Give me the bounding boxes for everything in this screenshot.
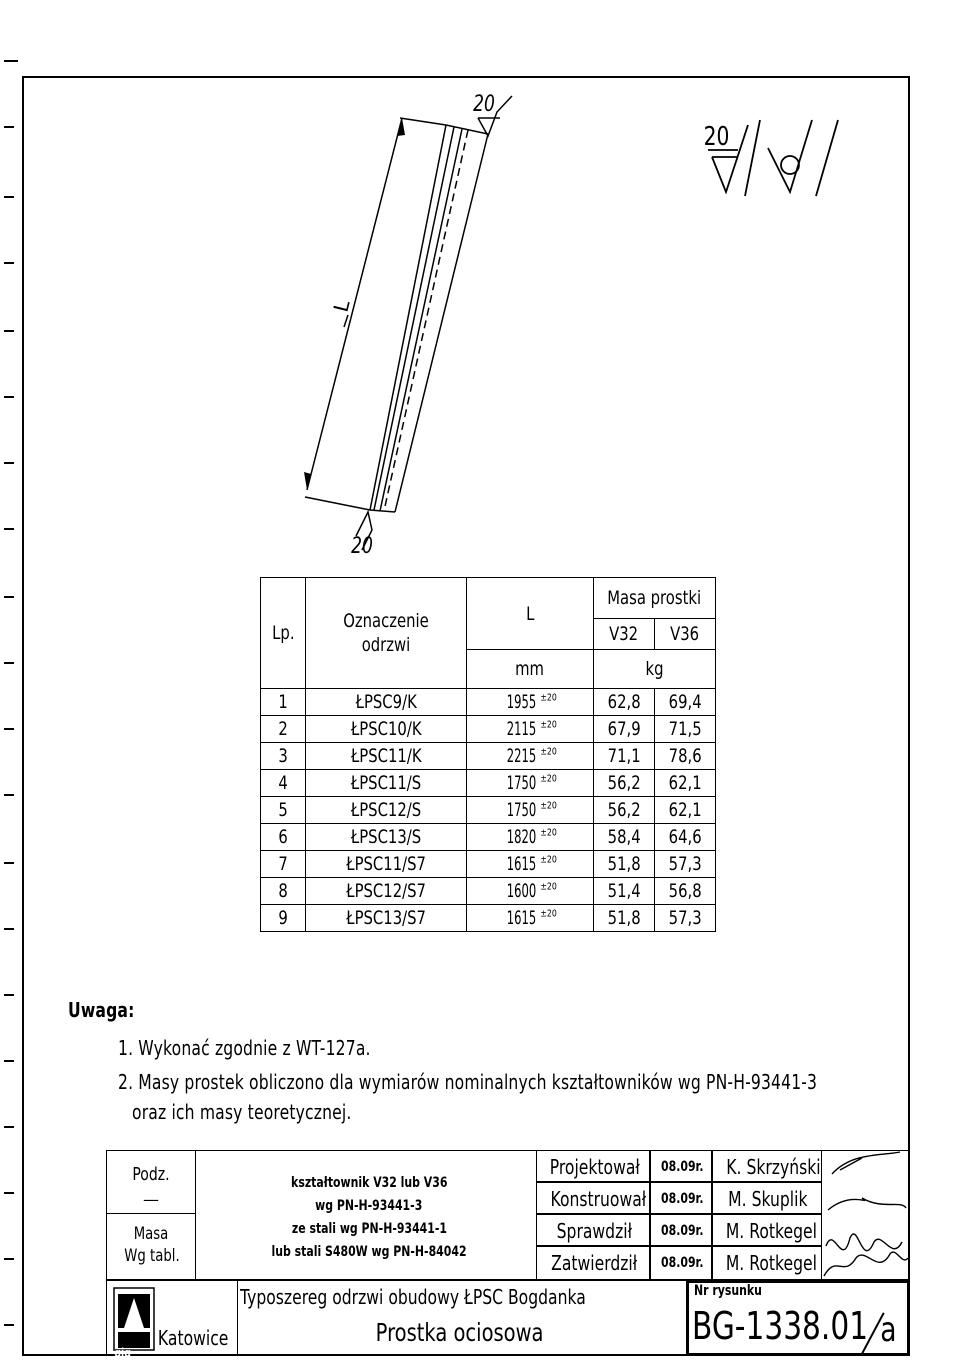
row-l bbox=[503, 880, 557, 902]
role-date: 08.09r. bbox=[660, 1159, 704, 1175]
row-name: ŁPSC11/S bbox=[350, 772, 422, 794]
row-l-tolerance: ±20 bbox=[540, 827, 558, 839]
row-v32: 67,9 bbox=[607, 718, 641, 740]
row-l-value: 1615 bbox=[507, 907, 537, 929]
role-name: M. Rotkegel bbox=[725, 1219, 817, 1243]
header-v32: V32 bbox=[609, 623, 639, 645]
role-date-cell bbox=[650, 1214, 712, 1246]
header-masa: Masa prostki bbox=[607, 587, 702, 609]
row-v32: 51,4 bbox=[607, 880, 641, 902]
row-lp: 6 bbox=[278, 826, 288, 848]
role-name-cell bbox=[712, 1214, 822, 1246]
series-title: Typoszereg odrzwi obudowy ŁPSC Bogdanka bbox=[240, 1285, 586, 1309]
row-name: ŁPSC13/S bbox=[350, 826, 422, 848]
row-name: ŁPSC12/S bbox=[350, 799, 422, 821]
role-role: Konstruował bbox=[550, 1187, 647, 1211]
row-l bbox=[503, 853, 557, 875]
company-logo-icon bbox=[110, 1284, 158, 1354]
row-name: ŁPSC10/K bbox=[350, 718, 422, 740]
row-l bbox=[503, 799, 557, 821]
row-l-value: 2215 bbox=[507, 745, 537, 767]
role-name-cell bbox=[712, 1150, 822, 1182]
table-row bbox=[261, 770, 716, 797]
row-v36: 62,1 bbox=[668, 772, 702, 794]
row-l bbox=[503, 826, 557, 848]
row-v32: 62,8 bbox=[607, 691, 641, 713]
podz-value: — bbox=[143, 1190, 159, 1209]
material-line-2: wg PN-H-93441-3 bbox=[315, 1198, 423, 1214]
row-lp: 5 bbox=[278, 799, 288, 821]
role-role-cell bbox=[536, 1214, 650, 1246]
spec-table bbox=[260, 577, 716, 932]
row-l-value: 2115 bbox=[507, 718, 537, 740]
row-l-value: 1600 bbox=[507, 880, 537, 902]
row-l bbox=[503, 772, 557, 794]
row-l-value: 1615 bbox=[507, 853, 537, 875]
podz-label: Podz. bbox=[132, 1164, 170, 1185]
row-l-tolerance: ±20 bbox=[540, 719, 558, 731]
row-l-value: 1955 bbox=[507, 691, 537, 713]
row-v32: 51,8 bbox=[607, 907, 641, 929]
row-lp: 8 bbox=[278, 880, 288, 902]
table-row bbox=[261, 716, 716, 743]
signatures-image bbox=[822, 1150, 910, 1280]
part-drawing bbox=[0, 0, 960, 600]
drawing-number: BG-1338.01 bbox=[692, 1304, 869, 1348]
row-lp: 9 bbox=[278, 907, 288, 929]
role-date: 08.09r. bbox=[660, 1255, 704, 1271]
table-row bbox=[261, 797, 716, 824]
row-v32: 71,1 bbox=[607, 745, 641, 767]
dimension-label-l: L bbox=[328, 297, 355, 315]
row-l-value: 1820 bbox=[507, 826, 537, 848]
table-row bbox=[261, 878, 716, 905]
row-v32: 56,2 bbox=[607, 772, 641, 794]
row-v36: 62,1 bbox=[668, 799, 702, 821]
note-1: 1. Wykonać zgodnie z WT-127a. bbox=[118, 1036, 371, 1060]
notes-title: Uwaga: bbox=[68, 998, 135, 1022]
row-name: ŁPSC11/K bbox=[350, 745, 422, 767]
drawing-number-label: Nr rysunku bbox=[694, 1283, 762, 1299]
role-date: 08.09r. bbox=[660, 1223, 704, 1239]
note-2: 2. Masy prostek obliczono dla wymiarów nominalnych kształtowników wg PN-H-93441-3 bbox=[118, 1070, 818, 1094]
row-l-tolerance: ±20 bbox=[540, 773, 558, 785]
row-v36: 64,6 bbox=[668, 826, 702, 848]
row-l bbox=[503, 718, 557, 740]
material-spec bbox=[210, 1172, 528, 1264]
roughness-right-label: 20 bbox=[351, 534, 373, 559]
table-row bbox=[261, 689, 716, 716]
header-l-unit: mm bbox=[515, 658, 545, 680]
role-role: Projektował bbox=[549, 1155, 640, 1179]
roughness-symbol-label: 20 bbox=[703, 122, 730, 152]
row-l-tolerance: ±20 bbox=[540, 746, 558, 758]
row-v36: 71,5 bbox=[668, 718, 702, 740]
role-name: M. Skuplik bbox=[728, 1187, 808, 1211]
masa-label: Masa bbox=[133, 1224, 169, 1244]
material-line-1: kształtownik V32 lub V36 bbox=[290, 1175, 448, 1191]
role-date-cell bbox=[650, 1150, 712, 1182]
note-2-cont: oraz ich masy teoretycznej. bbox=[132, 1100, 352, 1124]
row-l-value: 1750 bbox=[507, 799, 537, 821]
row-v36: 56,8 bbox=[668, 880, 702, 902]
role-name-cell bbox=[712, 1246, 822, 1280]
row-lp: 7 bbox=[278, 853, 288, 875]
role-role-cell bbox=[536, 1182, 650, 1214]
row-l-tolerance: ±20 bbox=[540, 692, 558, 704]
role-date: 08.09r. bbox=[660, 1191, 704, 1207]
row-name: ŁPSC9/K bbox=[355, 691, 417, 713]
role-date-cell bbox=[650, 1182, 712, 1214]
header-masa-unit: kg bbox=[645, 658, 664, 680]
row-v32: 56,2 bbox=[607, 799, 641, 821]
row-l-tolerance: ±20 bbox=[540, 908, 558, 920]
row-l bbox=[503, 907, 557, 929]
role-role-cell bbox=[536, 1246, 650, 1280]
role-role: Zatwierdził bbox=[550, 1251, 638, 1275]
masa-value: Wg tabl. bbox=[124, 1246, 180, 1266]
row-v36: 57,3 bbox=[668, 907, 702, 929]
row-v36: 78,6 bbox=[668, 745, 702, 767]
role-name: K. Skrzyński bbox=[726, 1155, 821, 1179]
row-l-tolerance: ±20 bbox=[540, 854, 558, 866]
role-date-cell bbox=[650, 1246, 712, 1280]
material-line-4: lub stali S480W wg PN-H-84042 bbox=[271, 1244, 467, 1260]
city-label: Katowice bbox=[157, 1326, 229, 1350]
material-line-3: ze stali wg PN-H-93441-1 bbox=[291, 1221, 447, 1237]
company-logo-label: gig bbox=[114, 1346, 131, 1360]
table-row bbox=[261, 824, 716, 851]
header-lp: Lp. bbox=[271, 622, 295, 644]
table-row bbox=[261, 905, 716, 932]
row-lp: 4 bbox=[278, 772, 288, 794]
row-l-tolerance: ±20 bbox=[540, 800, 558, 812]
row-l bbox=[503, 691, 557, 713]
revision-letter: a bbox=[880, 1310, 897, 1350]
role-name: M. Rotkegel bbox=[725, 1251, 817, 1275]
row-name: ŁPSC13/S7 bbox=[346, 907, 426, 929]
row-v36: 57,3 bbox=[668, 853, 702, 875]
row-name: ŁPSC11/S7 bbox=[346, 853, 426, 875]
header-l: L bbox=[525, 602, 535, 625]
header-v36: V36 bbox=[670, 623, 700, 645]
table-row bbox=[261, 743, 716, 770]
row-l bbox=[503, 745, 557, 767]
row-lp: 1 bbox=[278, 691, 288, 713]
table-row bbox=[261, 851, 716, 878]
role-name-cell bbox=[712, 1182, 822, 1214]
row-v32: 58,4 bbox=[607, 826, 641, 848]
role-role: Sprawdził bbox=[556, 1219, 632, 1243]
part-name: Prostka ociosowa bbox=[376, 1318, 544, 1347]
header-oznaczenie: Oznaczenie odrzwi bbox=[343, 610, 429, 656]
row-v36: 69,4 bbox=[668, 691, 702, 713]
row-name: ŁPSC12/S7 bbox=[346, 880, 426, 902]
row-l-tolerance: ±20 bbox=[540, 881, 558, 893]
row-v32: 51,8 bbox=[607, 853, 641, 875]
row-lp: 3 bbox=[278, 745, 288, 767]
row-l-value: 1750 bbox=[507, 772, 537, 794]
row-lp: 2 bbox=[278, 718, 288, 740]
role-role-cell bbox=[536, 1150, 650, 1182]
roughness-left-label: 20 bbox=[473, 92, 495, 117]
